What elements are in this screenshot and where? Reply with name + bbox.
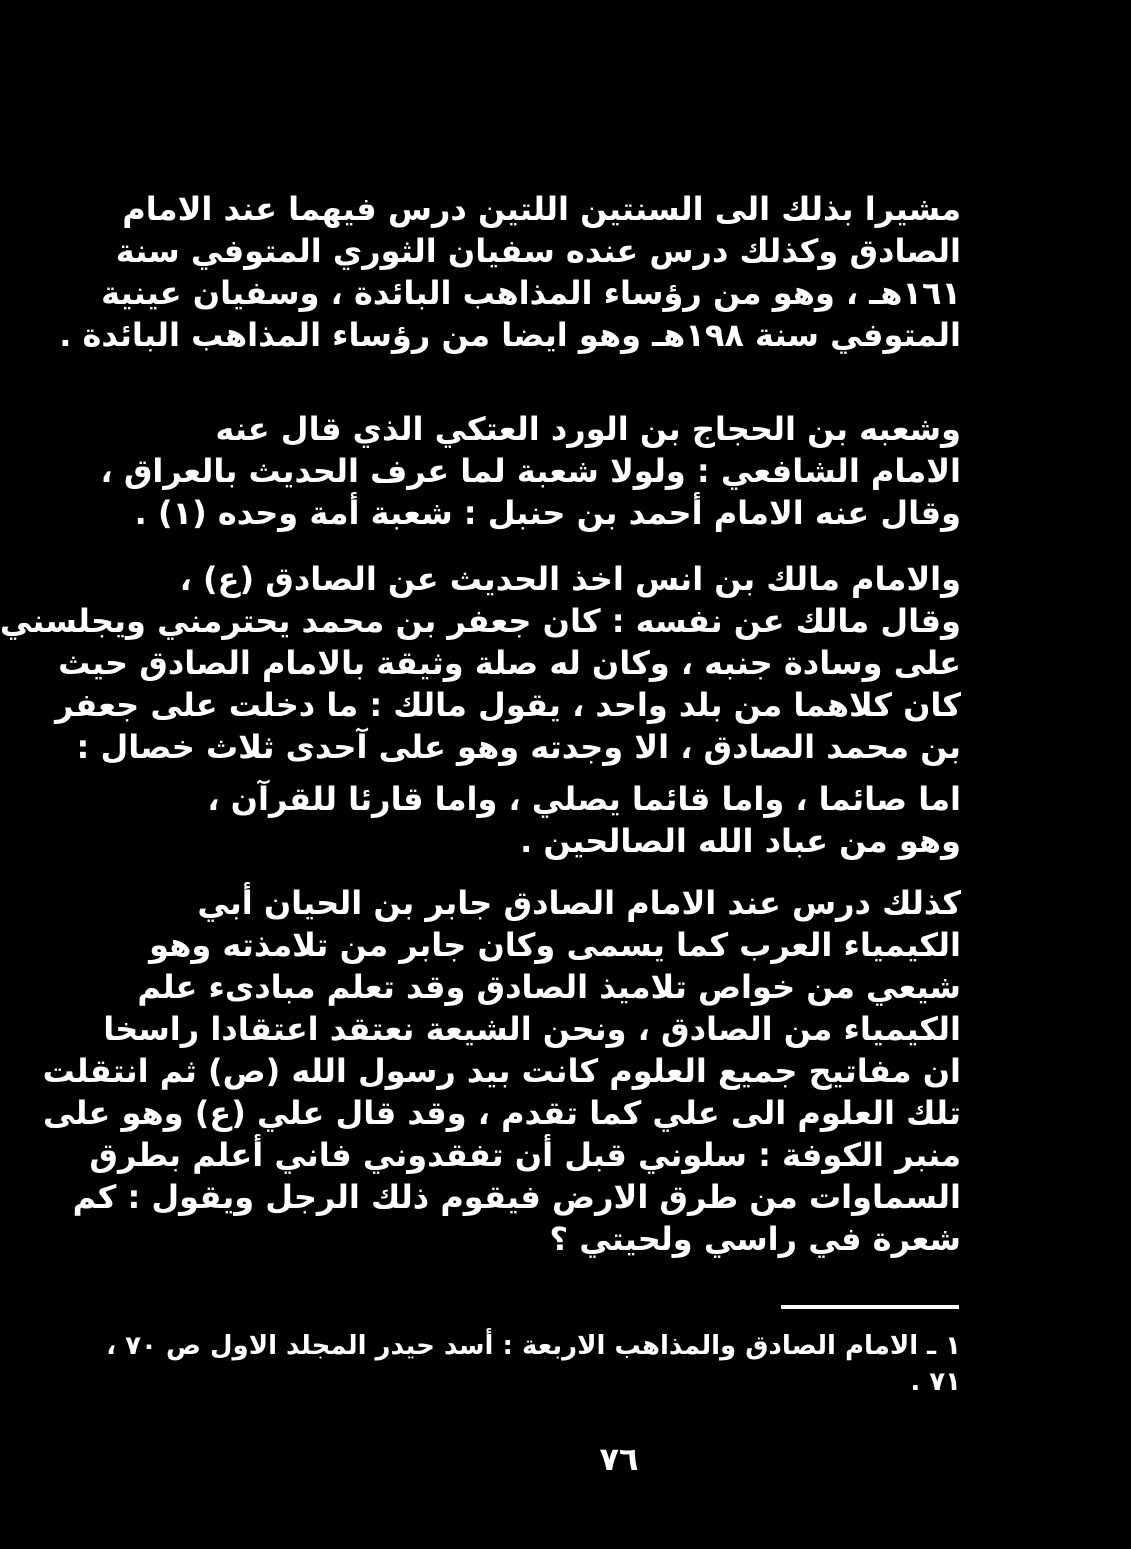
text-line: شيعي من خواص تلاميذ الصادق وقد تعلم مبادىء علم xyxy=(137,968,961,1006)
text-line: الصادق وكذلك درس عنده سفيان الثوري المتوفي سنة xyxy=(115,232,961,270)
text-line: الكيمياء من الصادق ، ونحن الشيعة نعتقد اعتقادا راسخا xyxy=(103,1010,961,1048)
text-line: مشيرا بذلك الى السنتين اللتين درس فيهما عند الامام xyxy=(122,190,961,228)
text-line: الامام الشافعي : ولولا شعبة لما عرف الحديث بالعراق ، xyxy=(100,452,961,490)
footnote xyxy=(106,1328,961,1400)
text-line: على وسادة جنبه ، وكان له صلة وثيقة بالامام الصادق حيث xyxy=(58,644,961,682)
text-line: منبر الكوفة : سلوني قبل أن تفقدوني فاني أعلم بطرق xyxy=(89,1136,961,1174)
page-number: ٧٦ xyxy=(599,1440,639,1478)
text-line: شعرة في راسي ولحيتي ؟ xyxy=(549,1220,961,1258)
footnote-divider xyxy=(781,1305,959,1309)
paragraph-5 xyxy=(42,882,961,1260)
text-line: وقال مالك عن نفسه : كان جعفر بن محمد يحترمني ويجلسني xyxy=(0,602,961,640)
text-line: الكيمياء العرب كما يسمى وكان جابر من تلامذته وهو xyxy=(149,926,961,964)
footnote-line: ١ ـ الامام الصادق والمذاهب الاربعة : أسد حيدر المجلد الاول ص ٧٠ ، xyxy=(106,1331,961,1361)
text-line: كذلك درس عند الامام الصادق جابر بن الحيان أبي xyxy=(197,884,961,922)
paragraph-4 xyxy=(207,778,961,862)
paragraph-3 xyxy=(0,558,961,768)
text-line: ١٦١هـ ، وهو من رؤساء المذاهب البائدة ، وسفيان عينية xyxy=(101,274,961,312)
text-line: اما صائما ، واما قائما يصلي ، واما قارئا للقرآن ، xyxy=(207,780,961,818)
text-line: وقال عنه الامام أحمد بن حنبل : شعبة أمة وحده (١) . xyxy=(134,494,961,532)
paragraph-1 xyxy=(59,188,961,356)
text-line: وهو من عباد الله الصالحين . xyxy=(520,822,961,860)
text-line: المتوفي سنة ١٩٨هـ وهو ايضا من رؤساء المذاهب البائدة . xyxy=(59,316,961,354)
paragraph-2 xyxy=(100,408,961,534)
text-line: بن محمد الصادق ، الا وجدته وهو على آحدى ثلاث خصال : xyxy=(76,728,961,766)
text-line: وشعبه بن الحجاج بن الورد العتكي الذي قال عنه xyxy=(215,410,961,448)
text-line: ان مفاتيح جميع العلوم كانت بيد رسول الله (ص) ثم انتقلت xyxy=(42,1052,961,1090)
text-line: كان كلاهما من بلد واحد ، يقول مالك : ما دخلت على جعفر xyxy=(55,686,961,724)
footnote-line: ٧١ . xyxy=(910,1367,961,1397)
text-line: تلك العلوم الى علي كما تقدم ، وقد قال علي (ع) وهو على xyxy=(43,1094,961,1132)
text-line: والامام مالك بن انس اخذ الحديث عن الصادق (ع) ، xyxy=(179,560,961,598)
text-line: السماوات من طرق الارض فيقوم ذلك الرجل ويقول : كم xyxy=(72,1178,961,1216)
